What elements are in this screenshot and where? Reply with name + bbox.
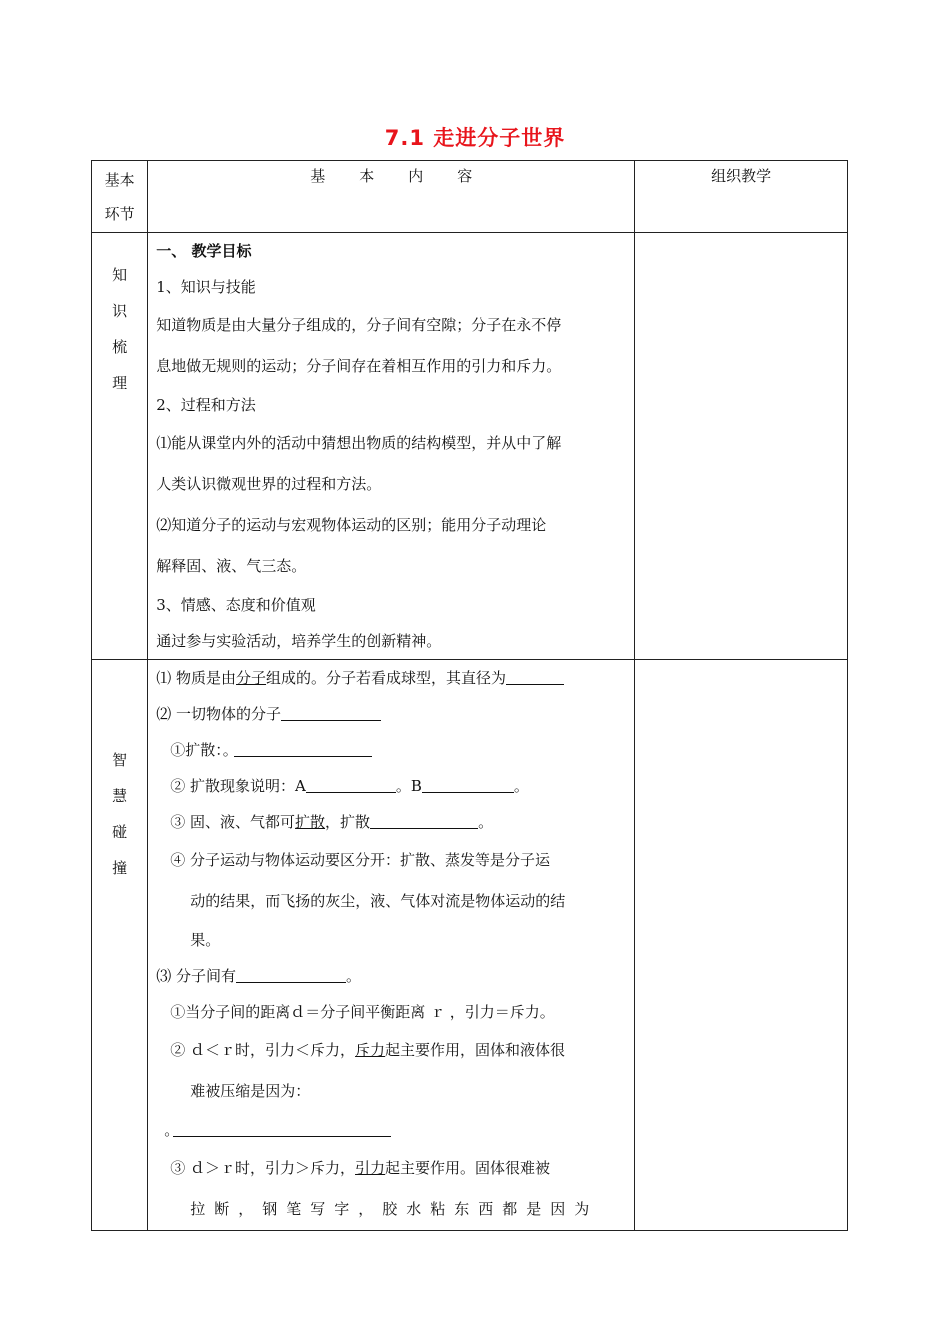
- fill-blank[interactable]: [306, 778, 396, 793]
- text: 。: [346, 967, 362, 985]
- text: ② 扩散现象说明：A: [170, 777, 306, 795]
- wisdom-organization-cell: [635, 660, 848, 1231]
- underlined-term: 斥力: [355, 1041, 386, 1059]
- fill-blank[interactable]: [236, 968, 346, 983]
- knowledge-line: 解释固、液、气三态。: [156, 557, 307, 575]
- text: ⑴ 物质是由: [156, 669, 237, 687]
- text: ② ｄ＜ｒ时，引力＜斥力，: [170, 1041, 356, 1059]
- knowledge-line: 3、情感、态度和价值观: [156, 596, 316, 614]
- knowledge-line: 人类认识微观世界的过程和方法。: [156, 475, 382, 493]
- item-3: [156, 958, 626, 994]
- fill-blank[interactable]: [422, 778, 514, 793]
- label-char: 撞: [112, 859, 128, 877]
- wisdom-row: [92, 660, 848, 1231]
- text: ⑶ 分子间有: [156, 967, 237, 985]
- underlined-term: 引力: [355, 1159, 386, 1177]
- underlined-term: 分子: [236, 669, 267, 687]
- knowledge-row: [92, 233, 848, 660]
- lesson-table: [91, 160, 848, 1231]
- knowledge-line: 息地做无规则的运动；分子间存在着相互作用的引力和斥力。: [156, 357, 562, 375]
- text: ①扩散：。: [170, 741, 238, 759]
- text: 起主要作用，固体和液体很: [385, 1041, 566, 1059]
- text: 。: [478, 813, 494, 831]
- knowledge-organization-cell: [635, 233, 848, 660]
- fill-blank[interactable]: [370, 814, 478, 829]
- label-char: 理: [112, 374, 128, 392]
- text: ③ 固、液、气都可: [170, 813, 296, 831]
- objectives-heading: 一、 教学目标: [156, 242, 252, 260]
- label-char: 智: [112, 751, 128, 769]
- text: 组成的。分子若看成球型，其直径为: [266, 669, 507, 687]
- text: ③ ｄ＞ｒ时，引力＞斥力，: [170, 1159, 356, 1177]
- text: 起主要作用。固体很难被: [385, 1159, 551, 1177]
- text: 。B: [395, 777, 422, 795]
- fill-blank[interactable]: [506, 670, 564, 685]
- knowledge-line: 知道物质是由大量分子组成的，分子间有空隙；分子在永不停: [156, 316, 562, 334]
- header-content-char: 内: [408, 167, 424, 185]
- item-2-1: [156, 732, 626, 768]
- fill-blank[interactable]: [234, 742, 372, 757]
- knowledge-line: 1、知识与技能: [156, 278, 256, 296]
- item-2: [156, 696, 626, 732]
- header-content-char: 容: [457, 167, 473, 185]
- item-3-3-cont: 拉断，钢笔写字，胶水粘东西都是因为: [190, 1200, 599, 1218]
- fill-blank[interactable]: [281, 706, 381, 721]
- item-2-4-cont: 动的结果，而飞扬的灰尘，液、气体对流是物体运动的结: [190, 892, 566, 910]
- item-2-4: ④ 分子运动与物体运动要区分开：扩散、蒸发等是分子运: [170, 851, 551, 869]
- label-char: 慧: [112, 787, 128, 805]
- item-2-4-cont: 果。: [190, 931, 221, 949]
- knowledge-line: 通过参与实验活动，培养学生的创新精神。: [156, 632, 442, 650]
- fill-blank[interactable]: [173, 1122, 391, 1137]
- item-2-2: [156, 768, 626, 804]
- header-stage-line-2: 环节: [104, 205, 135, 223]
- label-char: 识: [112, 302, 128, 320]
- item-3-2-cont: 难被压缩是因为：: [190, 1082, 311, 1100]
- header-content-char: 本: [359, 167, 375, 185]
- text: ，扩散: [325, 813, 371, 831]
- text: 。: [513, 777, 529, 795]
- item-2-3: [156, 804, 626, 840]
- text: ⑵ 一切物体的分子: [156, 705, 282, 723]
- item-3-1: ①当分子间的距离ｄ＝分子间平衡距离 ｒ ，引力＝斥力。: [170, 1003, 555, 1021]
- item-3-2-answer: [156, 1112, 626, 1148]
- knowledge-content: [148, 233, 635, 660]
- knowledge-line: ⑴能从课堂内外的活动中猜想出物质的结构模型，并从中了解: [156, 434, 562, 452]
- header-content-char: 基: [310, 167, 326, 185]
- document-title: 7.1 走进分子世界: [384, 126, 566, 150]
- knowledge-line: 2、过程和方法: [156, 396, 256, 414]
- header-cell-organization: 组织教学: [635, 161, 848, 233]
- header-cell-content: [148, 161, 635, 233]
- header-row: [92, 161, 848, 233]
- header-stage-line-1: 基本: [104, 171, 135, 189]
- knowledge-line: ⑵知道分子的运动与宏观物体运动的区别；能用分子动理论: [156, 516, 547, 534]
- header-cell-stage: [92, 161, 148, 233]
- item-1: [156, 660, 626, 696]
- wisdom-label: [92, 660, 148, 1231]
- text: 。: [164, 1121, 180, 1139]
- underlined-term: 扩散: [295, 813, 326, 831]
- wisdom-content: [148, 660, 635, 1231]
- knowledge-label: [92, 233, 148, 660]
- item-3-2: [156, 1030, 626, 1071]
- label-char: 梳: [112, 338, 128, 356]
- item-3-3: [156, 1148, 626, 1189]
- label-char: 知: [112, 266, 128, 284]
- label-char: 碰: [112, 823, 128, 841]
